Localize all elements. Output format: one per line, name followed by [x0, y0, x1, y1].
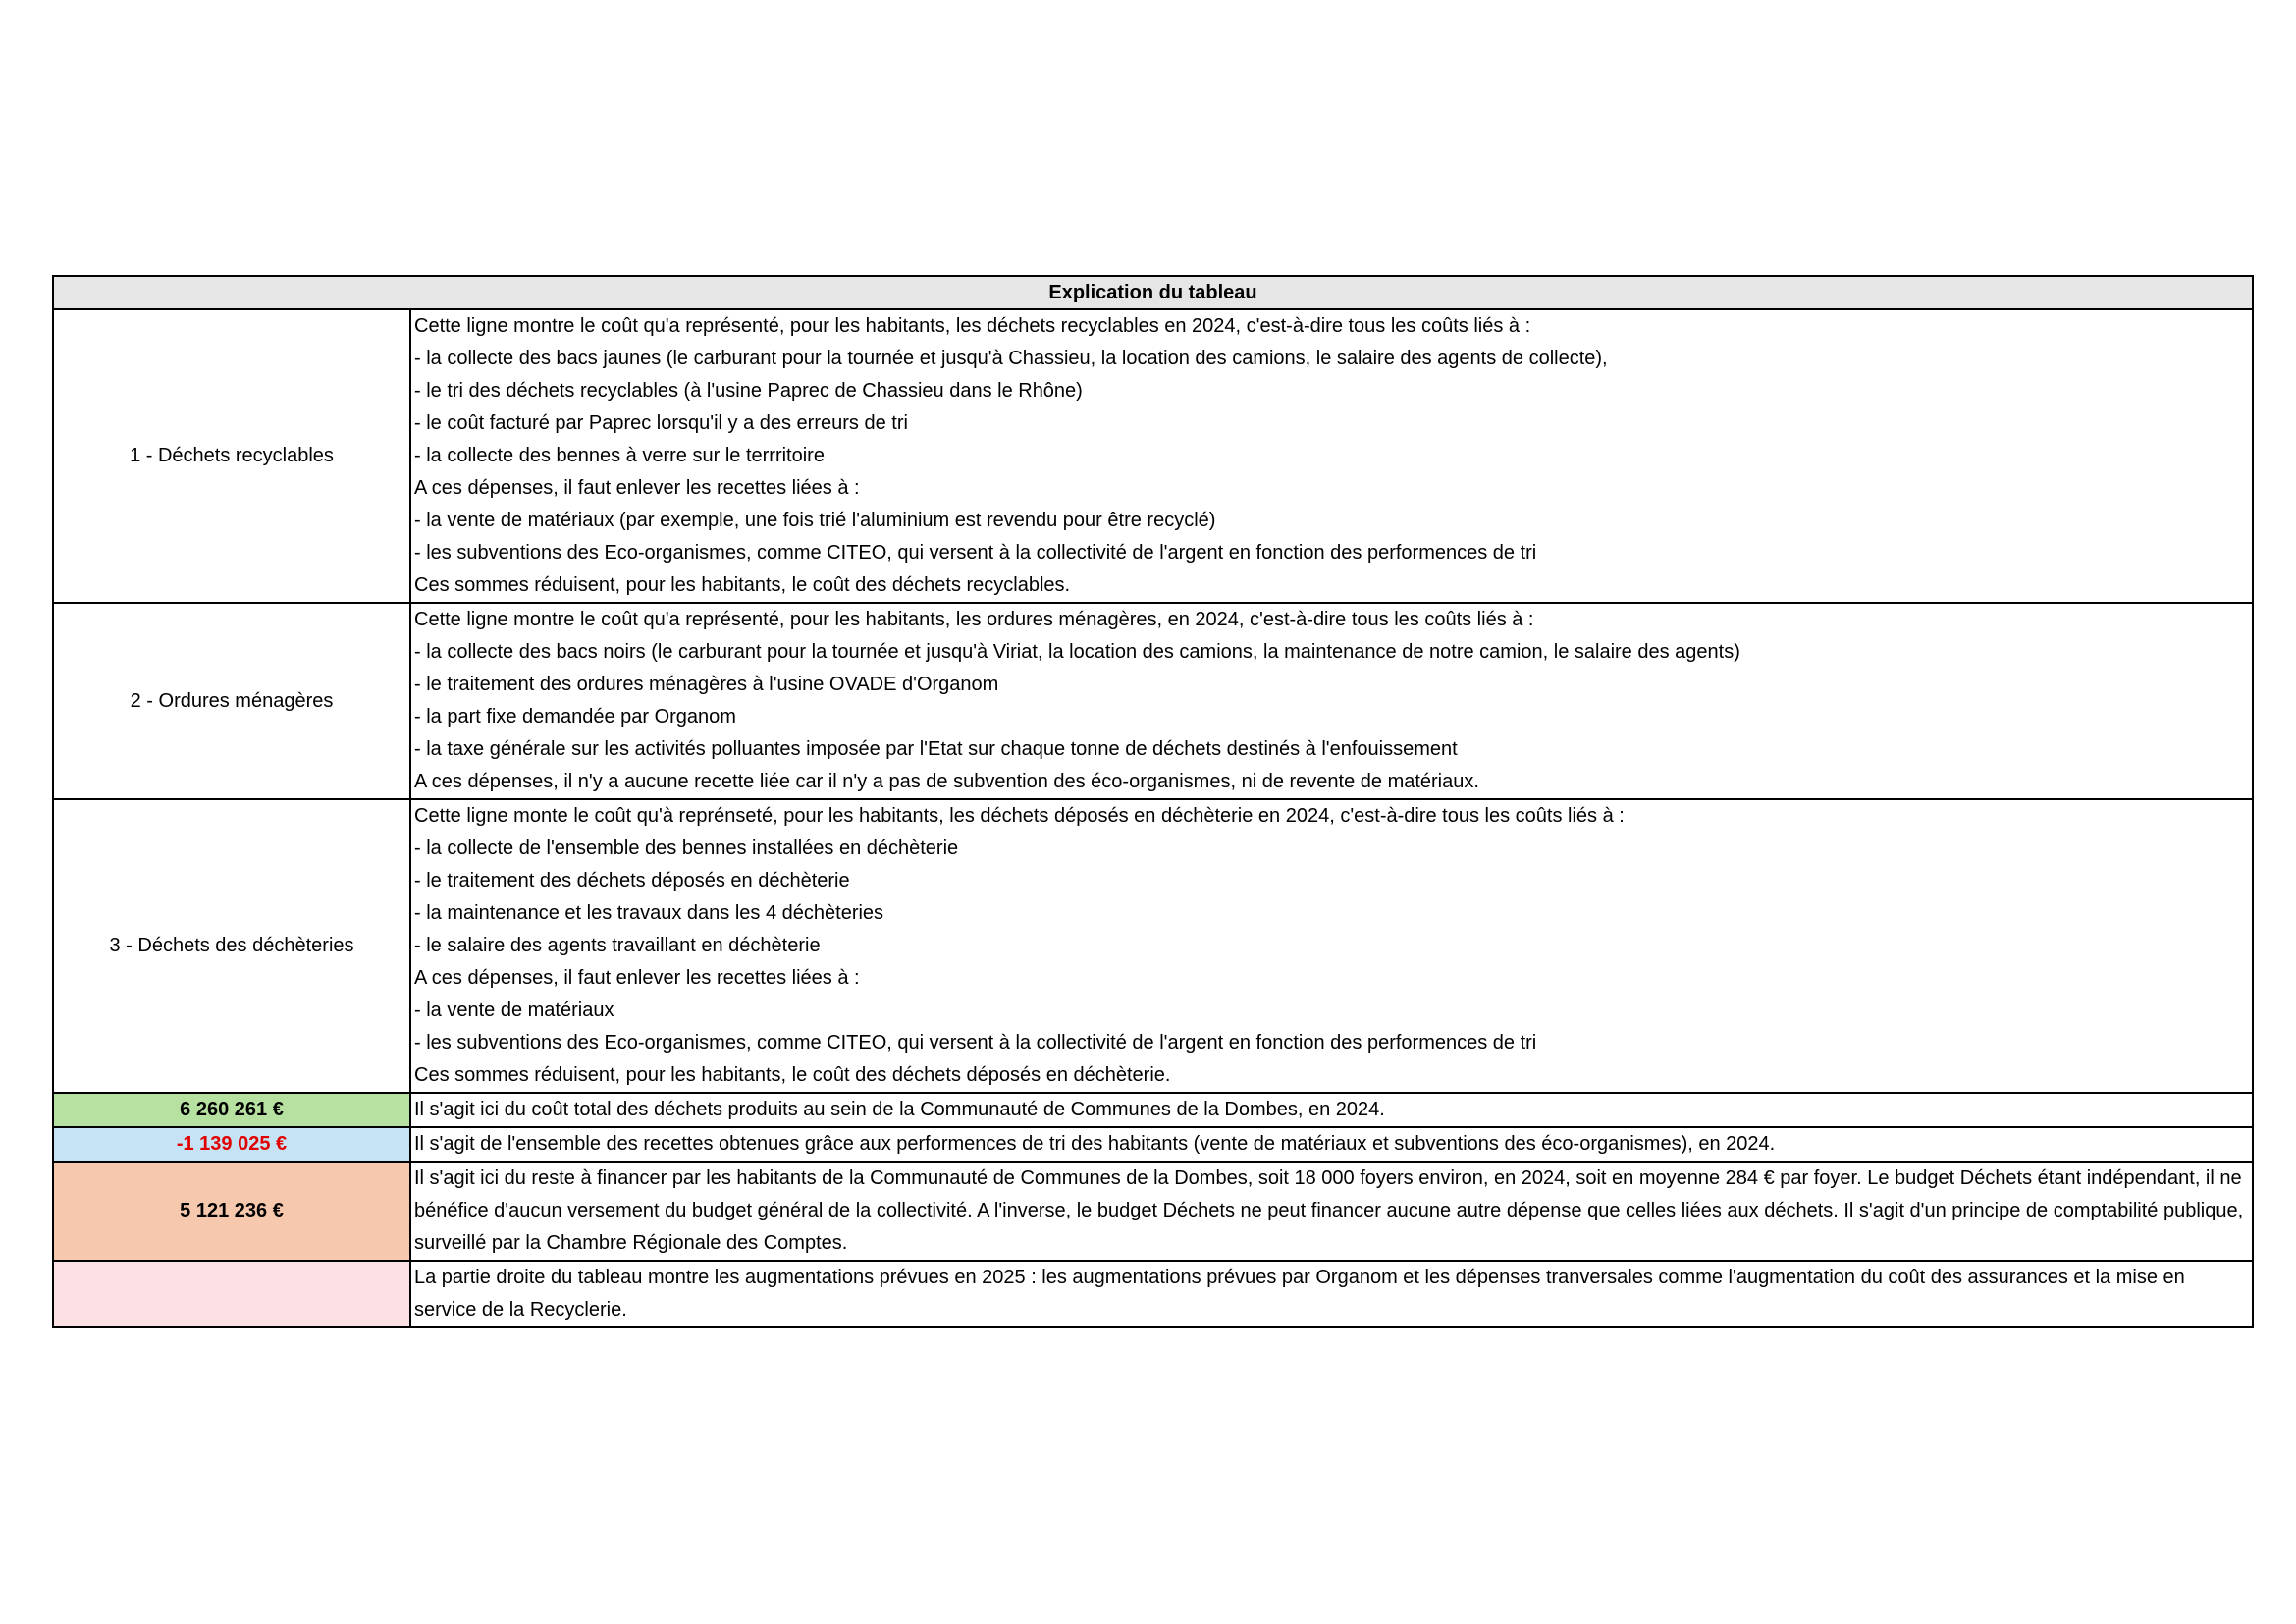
recettes-amount: -1 139 025 € — [53, 1127, 410, 1162]
row-label: 3 - Déchets des déchèteries — [53, 799, 410, 1093]
description-line: - la collecte de l'ensemble des bennes installées en déchèterie — [414, 838, 959, 859]
table-row-ordures-menageres — [53, 603, 2253, 799]
row-label: 2 - Ordures ménagères — [53, 603, 410, 799]
description-line: A ces dépenses, il n'y a aucune recette liée car il n'y a pas de subvention des éco-organismes, ni de revente de matériaux. — [414, 771, 1479, 792]
description-line: Cette ligne montre le coût qu'a représenté, pour les habitants, les déchets recyclables en 2024, c'est-à-dire tous les coûts liés à : — [414, 315, 1531, 337]
description-line: - la vente de matériaux — [414, 1000, 614, 1021]
table-row-decheteries — [53, 799, 2253, 1093]
augmentations-description — [410, 1261, 2253, 1327]
row-description — [410, 309, 2253, 603]
description-line: - le traitement des déchets déposés en déchèterie — [414, 870, 850, 892]
description-line: - le coût facturé par Paprec lorsqu'il y a des erreurs de tri — [414, 412, 908, 434]
description-text: La partie droite du tableau montre les augmentations prévues en 2025 : les augmentations prévues par Organom et les dépenses tranversales comme l'augmentation du coût des assurances et la mise en service de la Recyclerie. — [414, 1267, 2185, 1321]
description-line: - la maintenance et les travaux dans les 4 déchèteries — [414, 902, 884, 924]
description-line: Cette ligne montre le coût qu'a représenté, pour les habitants, les ordures ménagères, en 2024, c'est-à-dire tous les coûts liés à : — [414, 609, 1534, 630]
table-row-recettes — [53, 1127, 2253, 1162]
description-line: A ces dépenses, il faut enlever les recettes liées à : — [414, 967, 860, 989]
description-line: - la collecte des bennes à verre sur le terrritoire — [414, 445, 825, 466]
row-description — [410, 603, 2253, 799]
total-amount: 6 260 261 € — [53, 1093, 410, 1127]
description-line: - les subventions des Eco-organismes, comme CITEO, qui versent à la collectivité de l'argent en fonction des performences de tri — [414, 542, 1537, 564]
description-line: - la part fixe demandée par Organom — [414, 706, 736, 728]
description-text: Il s'agit de l'ensemble des recettes obtenues grâce aux performences de tri des habitants (vente de matériaux et subventions des éco-organismes), en 2024. — [414, 1133, 1776, 1155]
table-row-augmentations — [53, 1261, 2253, 1327]
reste-description — [410, 1162, 2253, 1261]
description-line: - la vente de matériaux (par exemple, une fois trié l'aluminium est revendu pour être recyclé) — [414, 510, 1216, 531]
total-description — [410, 1093, 2253, 1127]
description-line: - le salaire des agents travaillant en déchèterie — [414, 935, 821, 956]
description-line: - la taxe générale sur les activités polluantes imposée par l'Etat sur chaque tonne de déchets destinés à l'enfouissement — [414, 738, 1458, 760]
table-row-recyclables — [53, 309, 2253, 603]
augmentations-color-cell — [53, 1261, 410, 1327]
description-line: - le traitement des ordures ménagères à l'usine OVADE d'Organom — [414, 674, 999, 695]
description-text: Il s'agit ici du reste à financer par les habitants de la Communauté de Communes de la Dombes, soit 18 000 foyers environ, en 2024, soit en moyenne 284 € par foyer. Le budget Déchets étant indépendant, il ne bénéfice d'aucun versement du budget général de la collectivité. A l'inverse, le budget Déchets ne peut financer aucune autre dépense que celles liées aux déchets. Il s'agit d'un principe de comptabilité publique, surveillé par la Chambre Régionale des Comptes. — [414, 1167, 2244, 1254]
description-line: - la collecte des bacs noirs (le carburant pour la tournée et jusqu'à Viriat, la location des camions, la maintenance de notre camion, le salaire des agents) — [414, 641, 1740, 663]
row-label: 1 - Déchets recyclables — [53, 309, 410, 603]
table-row-reste-a-financer — [53, 1162, 2253, 1261]
description-line: - les subventions des Eco-organismes, comme CITEO, qui versent à la collectivité de l'argent en fonction des performences de tri — [414, 1032, 1537, 1054]
description-line: Cette ligne monte le coût qu'à reprénseté, pour les habitants, les déchets déposés en déchèterie en 2024, c'est-à-dire tous les coûts liés à : — [414, 805, 1625, 827]
recettes-description — [410, 1127, 2253, 1162]
table-row-total — [53, 1093, 2253, 1127]
description-line: - le tri des déchets recyclables (à l'usine Paprec de Chassieu dans le Rhône) — [414, 380, 1083, 402]
reste-amount: 5 121 236 € — [53, 1162, 410, 1261]
description-line: - la collecte des bacs jaunes (le carburant pour la tournée et jusqu'à Chassieu, la location des camions, le salaire des agents de collecte), — [414, 348, 1608, 369]
explanation-table — [52, 275, 2254, 1328]
table-title: Explication du tableau — [53, 276, 2253, 309]
description-text: Il s'agit ici du coût total des déchets produits au sein de la Communauté de Communes de la Dombes, en 2024. — [414, 1099, 1385, 1120]
description-line: Ces sommes réduisent, pour les habitants, le coût des déchets recyclables. — [414, 574, 1071, 596]
table-header-row — [53, 276, 2253, 309]
description-line: Ces sommes réduisent, pour les habitants, le coût des déchets déposés en déchèterie. — [414, 1064, 1171, 1086]
row-description — [410, 799, 2253, 1093]
description-line: A ces dépenses, il faut enlever les recettes liées à : — [414, 477, 860, 499]
